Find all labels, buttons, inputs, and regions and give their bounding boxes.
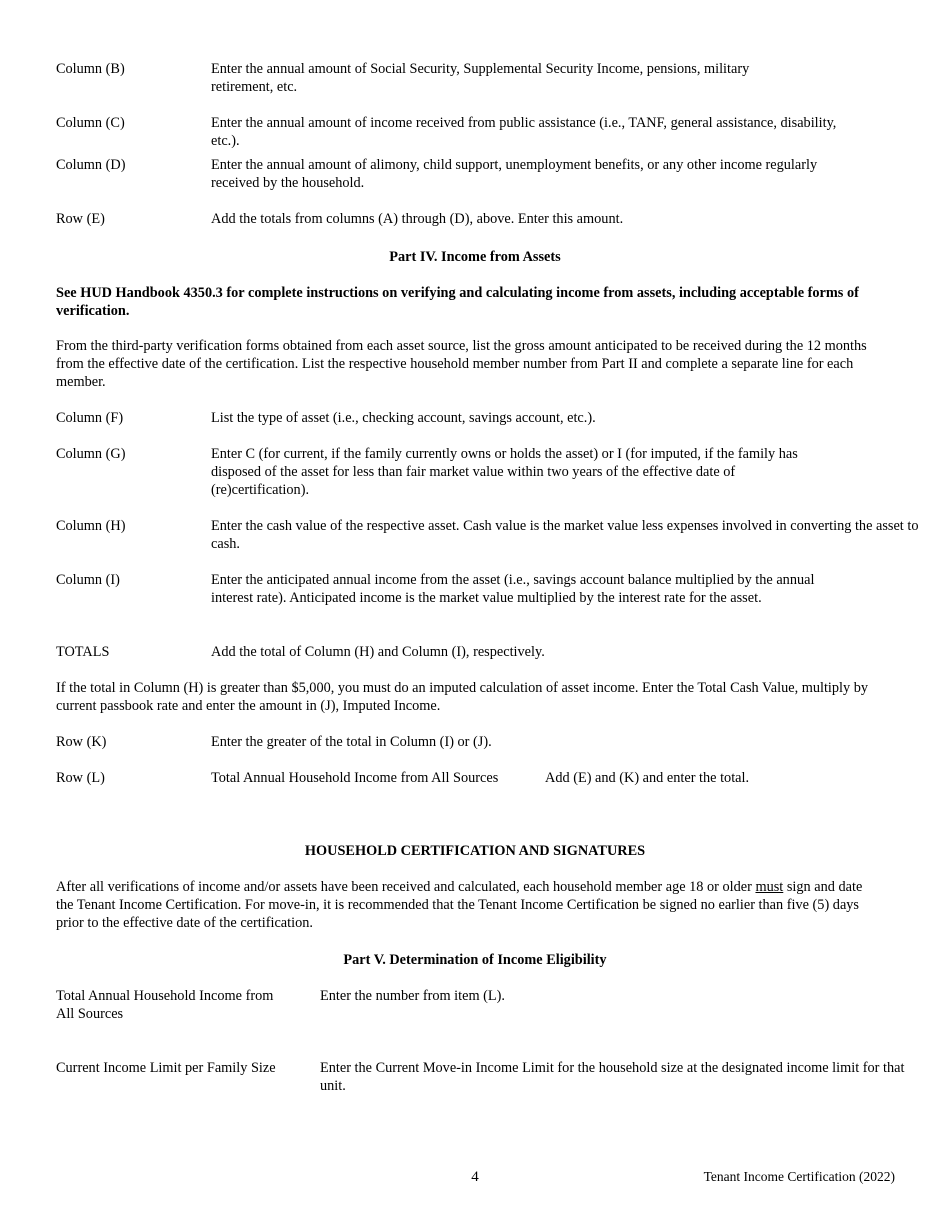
total-income-text: Enter the number from item (L). bbox=[320, 988, 506, 1004]
row-k-text: Enter the greater of the total in Column (I) or (J). bbox=[211, 734, 492, 750]
certification-text bbox=[56, 878, 881, 932]
imputed-income-note: If the total in Column (H) is greater than $5,000, you must do an imputed calculation of asset income. Enter the Total Cash Value, multiply by current passbook rate and enter the amount in (J), Imputed Income. bbox=[56, 680, 869, 714]
part-v-heading: Part V. Determination of Income Eligibility bbox=[343, 952, 607, 968]
column-g-text: Enter C (for current, if the family currently owns or holds the asset) or I (for imputed, if the family has disposed of the asset for less than fair market value within two years of the effective date of (re)certification). bbox=[211, 446, 798, 498]
row-l-label: Row (L) bbox=[56, 770, 105, 786]
hud-handbook-note: See HUD Handbook 4350.3 for complete instructions on verifying and calculating income from assets, including acceptable forms of verification. bbox=[56, 285, 859, 319]
column-h-label: Column (H) bbox=[56, 518, 126, 534]
column-b-label: Column (B) bbox=[56, 61, 125, 77]
row-l-text-a: Total Annual Household Income from All Sources bbox=[211, 770, 499, 786]
total-income-label: Total Annual Household Income from All Sources bbox=[56, 988, 274, 1022]
column-c-text: Enter the annual amount of income received from public assistance (i.e., TANF, general assistance, disability, etc.). bbox=[211, 115, 837, 149]
column-d-text: Enter the annual amount of alimony, child support, unemployment benefits, or any other income regularly received by the household. bbox=[211, 157, 818, 191]
row-l-text-b: Add (E) and (K) and enter the total. bbox=[545, 770, 750, 786]
certification-heading: HOUSEHOLD CERTIFICATION AND SIGNATURES bbox=[304, 843, 646, 859]
column-d-label: Column (D) bbox=[56, 157, 126, 173]
part-iv-intro: From the third-party verification forms obtained from each asset source, list the gross amount anticipated to be received during the 12 months from the effective date of the certification. List the respective household member number from Part II and complete a separate line for each member. bbox=[56, 338, 867, 390]
column-g-label: Column (G) bbox=[56, 446, 126, 462]
column-b-text: Enter the annual amount of Social Security, Supplemental Security Income, pensions, military retirement, etc. bbox=[211, 61, 750, 95]
column-h-text: Enter the cash value of the respective asset. Cash value is the market value less expenses involved in converting the asset to cash. bbox=[211, 518, 919, 552]
income-limit-text: Enter the Current Move-in Income Limit for the household size at the designated income limit for that unit. bbox=[320, 1060, 905, 1094]
certification-text-before: After all verifications of income and/or assets have been received and calculated, each household member age 18 or older bbox=[56, 879, 756, 895]
row-e-text: Add the totals from columns (A) through (D), above. Enter this amount. bbox=[211, 211, 624, 227]
totals-label: TOTALS bbox=[56, 644, 110, 660]
column-f-text: List the type of asset (i.e., checking account, savings account, etc.). bbox=[211, 410, 596, 426]
column-i-text: Enter the anticipated annual income from the asset (i.e., savings account balance multiplied by the annual interest rate). Anticipated income is the market value multiplied by the interest rate for the asset. bbox=[211, 572, 815, 606]
column-c-label: Column (C) bbox=[56, 115, 125, 131]
part-iv-heading: Part IV. Income from Assets bbox=[389, 249, 561, 265]
row-e-label: Row (E) bbox=[56, 211, 105, 227]
certification-text-after: sign and date the Tenant Income Certification. For move-in, it is recommended that the Tenant Income Certification be signed no earlier than five (5) days prior to the effective date of the certification. bbox=[56, 879, 863, 931]
page-number: 4 bbox=[471, 1169, 479, 1185]
column-i-label: Column (I) bbox=[56, 572, 120, 588]
income-limit-label: Current Income Limit per Family Size bbox=[56, 1060, 276, 1076]
column-f-label: Column (F) bbox=[56, 410, 124, 426]
row-k-label: Row (K) bbox=[56, 734, 107, 750]
footer-doc-title: Tenant Income Certification (2022) bbox=[703, 1169, 895, 1184]
certification-text-must: must bbox=[755, 879, 784, 895]
totals-text: Add the total of Column (H) and Column (I), respectively. bbox=[211, 644, 545, 660]
